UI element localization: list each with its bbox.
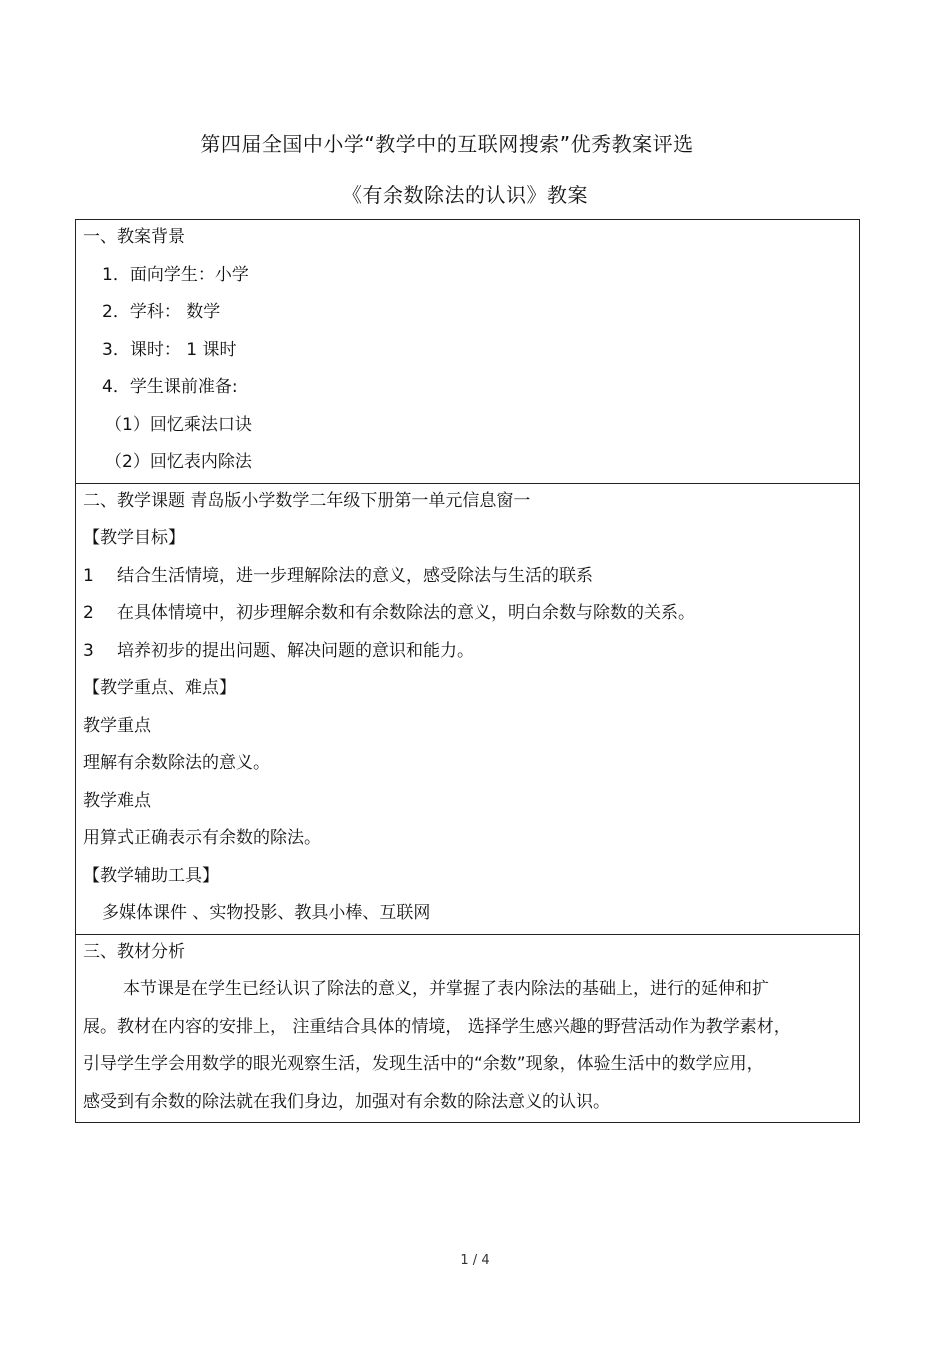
list-subitem: （2）回忆表内除法 [105,452,252,472]
page-number: 1 / 4 [460,1253,490,1268]
document-title: 第四届全国中小学“教学中的互联网搜索”优秀教案评选 [200,132,694,156]
list-item: 3．课时： 1 课时 [102,339,237,360]
list-subitem: （1）回忆乘法口诀 [105,414,252,435]
section-heading: 三、教材分析 [83,941,185,962]
tools-text: 多媒体课件 、实物投影、教具小棒、互联网 [102,903,431,923]
difficult-point-label: 教学难点 [83,790,151,811]
paragraph-line: 感受到有余数的除法就在我们身边，加强对有余数的除法意义的认识。 [83,1091,610,1112]
goal-number: 1 [83,565,94,586]
subsection-heading: 【教学目标】 [83,528,185,548]
section-analysis-cell [76,934,860,1123]
goal-text: 培养初步的提出问题、解决问题的意识和能力。 [117,640,474,661]
list-item: 1．面向学生：小学 [102,264,249,285]
goal-item [76,596,859,634]
lesson-plan-table [75,219,860,1123]
key-point-text: 理解有余数除法的意义。 [83,753,270,773]
difficult-point-text: 用算式正确表示有余数的除法。 [83,828,321,848]
goal-number: 2 [83,603,94,623]
section-topic [76,483,860,934]
goal-item [76,559,859,597]
section-heading: 一、教案背景 [83,227,185,247]
goal-text: 在具体情境中，初步理解余数和有余数除法的意义，明白余数与除数的关系。 [117,603,695,623]
goal-item [76,634,859,672]
goal-text: 结合生活情境，进一步理解除法的意义，感受除法与生活的联系 [117,565,593,586]
paragraph-line: 本节课是在学生已经认识了除法的意义，并掌握了表内除法的基础上，进行的延伸和扩 [123,979,769,999]
section-background [76,220,860,484]
list-item: 2．学科： 数学 [102,302,221,322]
subsection-heading: 【教学辅助工具】 [83,865,219,886]
goal-number: 3 [83,640,94,661]
section-background-cell [76,220,860,484]
key-point-label: 教学重点 [83,715,151,736]
list-item: 4．学生课前准备: [102,377,238,397]
subsection-heading: 【教学重点、难点】 [83,678,236,698]
section-material-analysis [76,934,860,1123]
document-subtitle: 《有余数除法的认识》教案 [342,183,588,207]
section-heading: 二、教学课题 青岛版小学数学二年级下册第一单元信息窗一 [83,490,531,511]
paragraph-line: 展。教材在内容的安排上， 注重结合具体的情境， 选择学生感兴趣的野营活动作为教学素材， [83,1016,791,1037]
paragraph-line: 引导学生学会用数学的眼光观察生活，发现生活中的“余数”现象，体验生活中的数学应用， [83,1054,764,1074]
section-topic-cell [76,483,860,934]
